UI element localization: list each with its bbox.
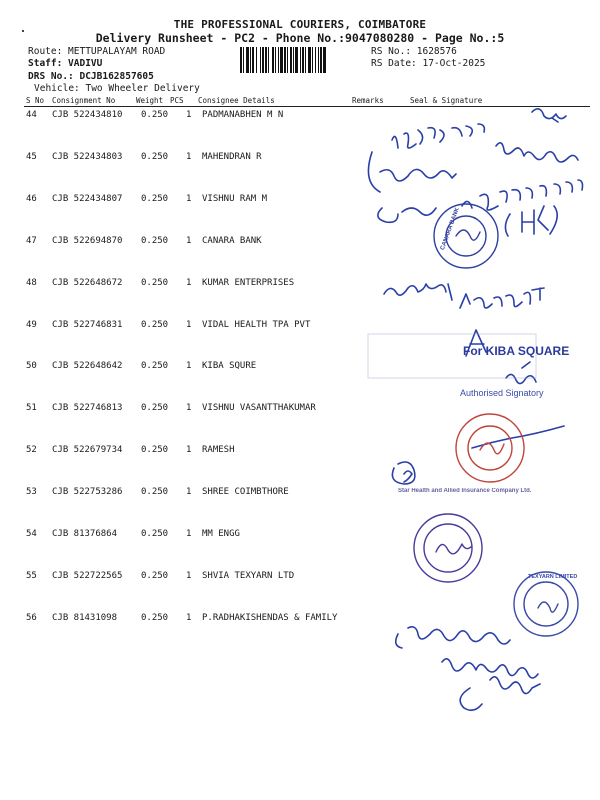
row-sno: 46 bbox=[26, 194, 37, 204]
row-pcs: 1 bbox=[186, 529, 192, 539]
signature-52 bbox=[392, 462, 415, 484]
row-pcs: 1 bbox=[186, 571, 192, 581]
row-pcs: 1 bbox=[186, 613, 192, 623]
row-consignee: VIDAL HEALTH TPA PVT bbox=[202, 320, 311, 330]
staff-label: Staff: VADIVU bbox=[28, 58, 103, 69]
row-pcs: 1 bbox=[186, 403, 192, 413]
row-consignment-no: CJB 522434807 bbox=[52, 194, 123, 204]
row-pcs: 1 bbox=[186, 445, 192, 455]
col-consignee: Consignee Details bbox=[198, 96, 275, 105]
row-consignment-no: CJB 81431098 bbox=[52, 613, 118, 623]
row-sno: 53 bbox=[26, 487, 37, 497]
row-sno: 49 bbox=[26, 320, 37, 330]
row-sno: 52 bbox=[26, 445, 37, 455]
row-consignee: PADMANABHEN M N bbox=[202, 110, 284, 120]
row-consignment-no: CJB 81376864 bbox=[52, 529, 118, 539]
row-sno: 56 bbox=[26, 613, 37, 623]
row-weight: 0.250 bbox=[141, 403, 169, 413]
row-weight: 0.250 bbox=[141, 278, 169, 288]
table-row bbox=[0, 613, 600, 633]
authorised-signatory: Authorised Signatory bbox=[460, 388, 544, 398]
col-weight: Weight bbox=[136, 96, 164, 105]
row-weight: 0.250 bbox=[141, 194, 169, 204]
table-row bbox=[0, 236, 600, 256]
row-consignment-no: CJB 522434810 bbox=[52, 110, 123, 120]
row-sno: 47 bbox=[26, 236, 37, 246]
row-consignee: KUMAR ENTERPRISES bbox=[202, 278, 295, 288]
row-consignee: KIBA SQURE bbox=[202, 361, 257, 371]
row-sno: 48 bbox=[26, 278, 37, 288]
row-consignment-no: CJB 522434803 bbox=[52, 152, 123, 162]
row-weight: 0.250 bbox=[141, 236, 169, 246]
row-consignment-no: CJB 522753286 bbox=[52, 487, 123, 497]
row-weight: 0.250 bbox=[141, 613, 169, 623]
row-consignment-no: CJB 522694870 bbox=[52, 236, 123, 246]
insurance-stamp: Star Health and Allied Insurance Company Ltd. bbox=[398, 488, 532, 494]
col-remarks: Remarks bbox=[352, 96, 384, 105]
row-weight: 0.250 bbox=[141, 152, 169, 162]
table-row bbox=[0, 110, 600, 130]
row-weight: 0.250 bbox=[141, 445, 169, 455]
row-consignee: P.RADHAKISHENDAS & FAMILY bbox=[202, 613, 338, 623]
header-rule bbox=[24, 106, 590, 107]
row-weight: 0.250 bbox=[141, 110, 169, 120]
row-weight: 0.250 bbox=[141, 529, 169, 539]
vehicle-label: Vehicle: Two Wheeler Delivery bbox=[34, 83, 200, 94]
row-consignee: RAMESH bbox=[202, 445, 235, 455]
texyarn-stamp: TEXYARN LIMITED bbox=[528, 574, 578, 580]
route-label: Route: METTUPALAYAM ROAD bbox=[28, 46, 166, 57]
runsheet-subtitle: Delivery Runsheet - PC2 - Phone No.:9047080280 - Page No.:5 bbox=[95, 31, 505, 45]
table-row bbox=[0, 320, 600, 340]
barcode-icon bbox=[240, 47, 366, 73]
row-consignee: CANARA BANK bbox=[202, 236, 262, 246]
table-row bbox=[0, 278, 600, 298]
table-row bbox=[0, 152, 600, 172]
row-pcs: 1 bbox=[186, 487, 192, 497]
row-consignment-no: CJB 522722565 bbox=[52, 571, 123, 581]
row-pcs: 1 bbox=[186, 236, 192, 246]
col-consignment: Consignment No bbox=[52, 96, 116, 105]
row-consignment-no: CJB 522746831 bbox=[52, 320, 123, 330]
row-consignee: VISHNU VASANTTHAKUMAR bbox=[202, 403, 316, 413]
drs-number: DRS No.: DCJB162857605 bbox=[28, 71, 154, 82]
row-consignment-no: CJB 522746813 bbox=[52, 403, 123, 413]
row-pcs: 1 bbox=[186, 320, 192, 330]
row-weight: 0.250 bbox=[141, 571, 169, 581]
row-pcs: 1 bbox=[186, 194, 192, 204]
row-consignee: MAHENDRAN R bbox=[202, 152, 262, 162]
row-weight: 0.250 bbox=[141, 320, 169, 330]
row-sno: 54 bbox=[26, 529, 37, 539]
table-row bbox=[0, 361, 600, 381]
col-seal-signature: Seal & Signature bbox=[410, 96, 483, 105]
row-consignee: SHREE COIMBTHORE bbox=[202, 487, 289, 497]
table-row bbox=[0, 571, 600, 591]
table-row bbox=[0, 445, 600, 465]
row-sno: 51 bbox=[26, 403, 37, 413]
row-weight: 0.250 bbox=[141, 487, 169, 497]
row-consignment-no: CJB 522679734 bbox=[52, 445, 123, 455]
table-row bbox=[0, 194, 600, 214]
row-consignee: VISHNU RAM M bbox=[202, 194, 268, 204]
kiba-stamp: For KIBA SQUARE bbox=[463, 344, 570, 358]
row-consignment-no: CJB 522648672 bbox=[52, 278, 123, 288]
row-sno: 44 bbox=[26, 110, 37, 120]
row-sno: 50 bbox=[26, 361, 37, 371]
rs-number: RS No.: 1628576 bbox=[371, 46, 457, 57]
row-sno: 55 bbox=[26, 571, 37, 581]
row-pcs: 1 bbox=[186, 278, 192, 288]
rs-date: RS Date: 17-Oct-2025 bbox=[371, 58, 486, 69]
row-pcs: 1 bbox=[186, 110, 192, 120]
col-sno: S No bbox=[26, 96, 45, 105]
row-weight: 0.250 bbox=[141, 361, 169, 371]
row-pcs: 1 bbox=[186, 152, 192, 162]
company-title: THE PROFESSIONAL COURIERS, COIMBATORE bbox=[173, 18, 427, 31]
row-consignment-no: CJB 522648642 bbox=[52, 361, 123, 371]
row-consignee: MM ENGG bbox=[202, 529, 240, 539]
row-pcs: 1 bbox=[186, 361, 192, 371]
row-sno: 45 bbox=[26, 152, 37, 162]
table-row bbox=[0, 403, 600, 423]
canara-stamp: CANARA BANK bbox=[439, 206, 461, 252]
row-consignee: SHVIA TEXYARN LTD bbox=[202, 571, 295, 581]
col-pcs: PCS bbox=[170, 96, 184, 105]
table-row bbox=[0, 529, 600, 549]
